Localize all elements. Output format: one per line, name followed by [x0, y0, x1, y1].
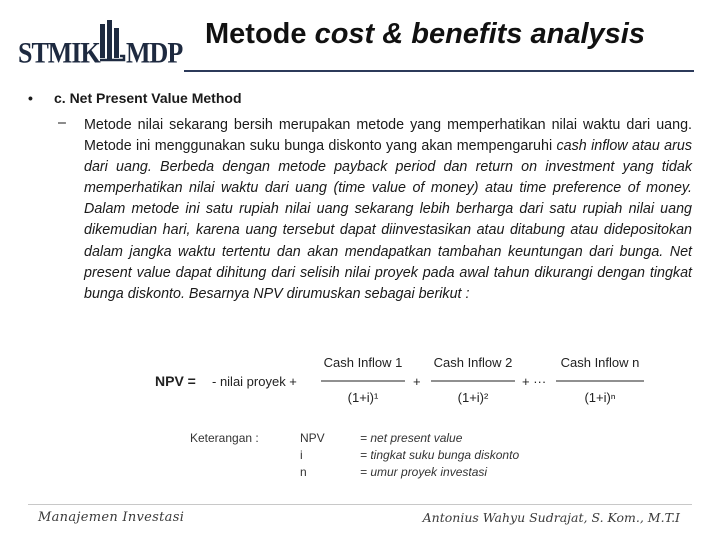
legend-desc-npv: = net present value	[360, 431, 463, 445]
legend-desc-n: = umur proyek investasi	[360, 465, 488, 479]
slide-title	[205, 18, 645, 51]
bullet-heading: c. Net Present Value Method	[54, 90, 242, 106]
title-italic: cost & benefits analysis	[314, 18, 645, 50]
formula-first-term: - nilai proyek +	[212, 374, 297, 389]
legend-symbol-n: n	[300, 465, 307, 479]
legend-rows	[300, 431, 519, 479]
legend-desc-i: = tingkat suku bunga diskonto	[360, 448, 520, 462]
npv-formula	[150, 350, 670, 490]
sub-bullet-dash: –	[58, 115, 66, 131]
plus-2: + ···	[522, 374, 547, 389]
plus-1: +	[413, 374, 421, 389]
footer-divider	[28, 504, 692, 505]
legend-symbol-npv: NPV	[300, 431, 325, 445]
bullet-heading-row	[28, 90, 242, 106]
numerator-2: Cash Inflow 2	[433, 355, 513, 370]
bullet-dot: •	[28, 90, 33, 106]
book-mark-icon	[98, 18, 126, 64]
legend-title: Keterangan :	[190, 431, 259, 445]
denominator-2: (1+i)²	[457, 390, 489, 405]
formula-lhs: NPV =	[155, 373, 196, 389]
numerator-1: Cash Inflow 1	[323, 355, 403, 370]
title-underline	[184, 70, 694, 72]
stmik-mdp-logo	[18, 14, 183, 70]
numerator-3: Cash Inflow n	[560, 355, 640, 370]
logo-text-left: STMIK	[18, 36, 100, 70]
footer-course: Manajemen Investasi	[38, 510, 185, 525]
paragraph-italic: cash inflow atau arus dari uang. Berbeda dengan metode payback period dan return on investment yang tidak memperhatikan nilai waktu dari uang (time value of money) atau time preference of money. Dalam metode ini satu rupiah nilai uang sekarang lebih berharga dari satu rupiah nilai uang dikemudian hari, karena uang tersebut dapat diinvestasikan atau ditabung atau didepositokan dalam jangka waktu tertentu dan akan mendapatkan tambahan keuntungan dari bunga. Net present value dapat dihitung dari selisih nilai proyek pada awal tahun dikurangi dengan tingkat bunga diskonto. Besarnya NPV dirumuskan sebagai berikut :	[84, 138, 692, 302]
logo-text-right: MDP	[126, 36, 183, 70]
denominator-3: (1+i)ⁿ	[584, 390, 616, 405]
title-plain: Metode	[205, 18, 315, 50]
denominator-1: (1+i)¹	[347, 390, 379, 405]
paragraph-intro: Metode nilai sekarang bersih merupakan metode yang memperhatikan nilai waktu dari uang. Metode ini menggunakan suku bunga diskonto yang akan mempengaruhi	[84, 117, 692, 155]
footer-author: Antonius Wahyu Sudrajat, S. Kom., M.T.I	[422, 510, 680, 525]
npv-description	[84, 115, 692, 305]
legend-symbol-i: i	[300, 448, 303, 462]
